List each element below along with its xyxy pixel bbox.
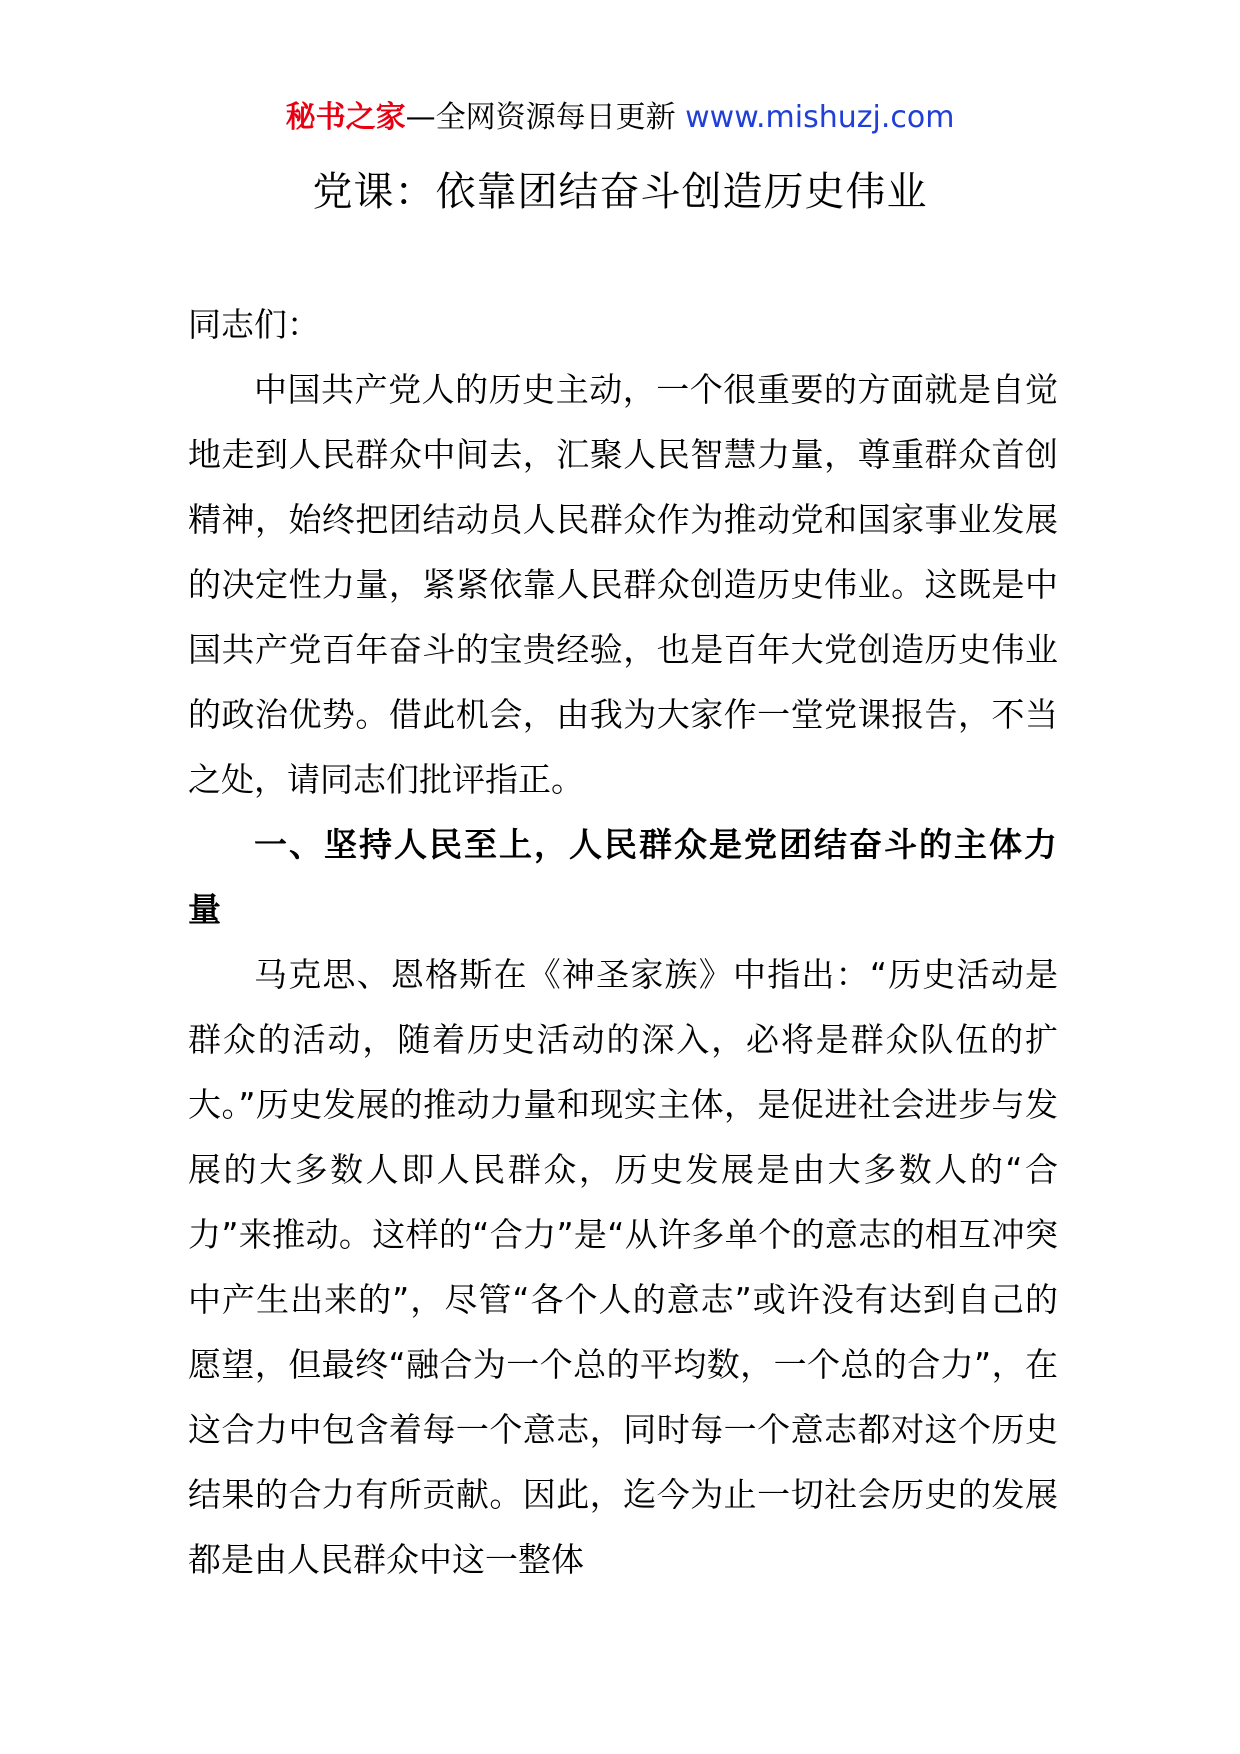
- site-name: 秘书之家: [285, 100, 406, 135]
- document-body: [188, 292, 1058, 1592]
- site-header: [0, 98, 1240, 138]
- site-tagline: —全网资源每日更新: [405, 100, 676, 135]
- paragraph-intro: 中国共产党人的历史主动，一个很重要的方面就是自觉地走到人民群众中间去，汇聚人民智慧力量，尊重群众首创精神，始终把团结动员人民群众作为推动党和国家事业发展的决定性力量，紧紧依靠人民群众创造历史伟业。这既是中国共产党百年奋斗的宝贵经验，也是百年大党创造历史伟业的政治优势。借此机会，由我为大家作一堂党课报告，不当之处，请同志们批评指正。: [188, 370, 1058, 799]
- paragraph-section-1: 马克思、恩格斯在《神圣家族》中指出：“历史活动是群众的活动，随着历史活动的深入，必将是群众队伍的扩大。”历史发展的推动力量和现实主体，是促进社会进步与发展的大多数人即人民群众，历史发展是由大多数人的“合力”来推动。这样的“合力”是“从许多单个的意志的相互冲突中产生出来的”，尽管“各个人的意志”或许没有达到自己的愿望，但最终“融合为一个总的平均数，一个总的合力”，在这合力中包含着每一个意志，同时每一个意志都对这个历史结果的合力有所贡献。因此，迄今为止一切社会历史的发展都是由人民群众中这一整体: [188, 955, 1058, 1579]
- section-heading-1: 一、坚持人民至上，人民群众是党团结奋斗的主体力量: [188, 825, 1058, 929]
- site-url-link[interactable]: www.mishuzj.com: [685, 100, 955, 135]
- document-title: 党课：依靠团结奋斗创造历史伟业: [312, 169, 928, 215]
- salutation: 同志们：: [188, 305, 320, 344]
